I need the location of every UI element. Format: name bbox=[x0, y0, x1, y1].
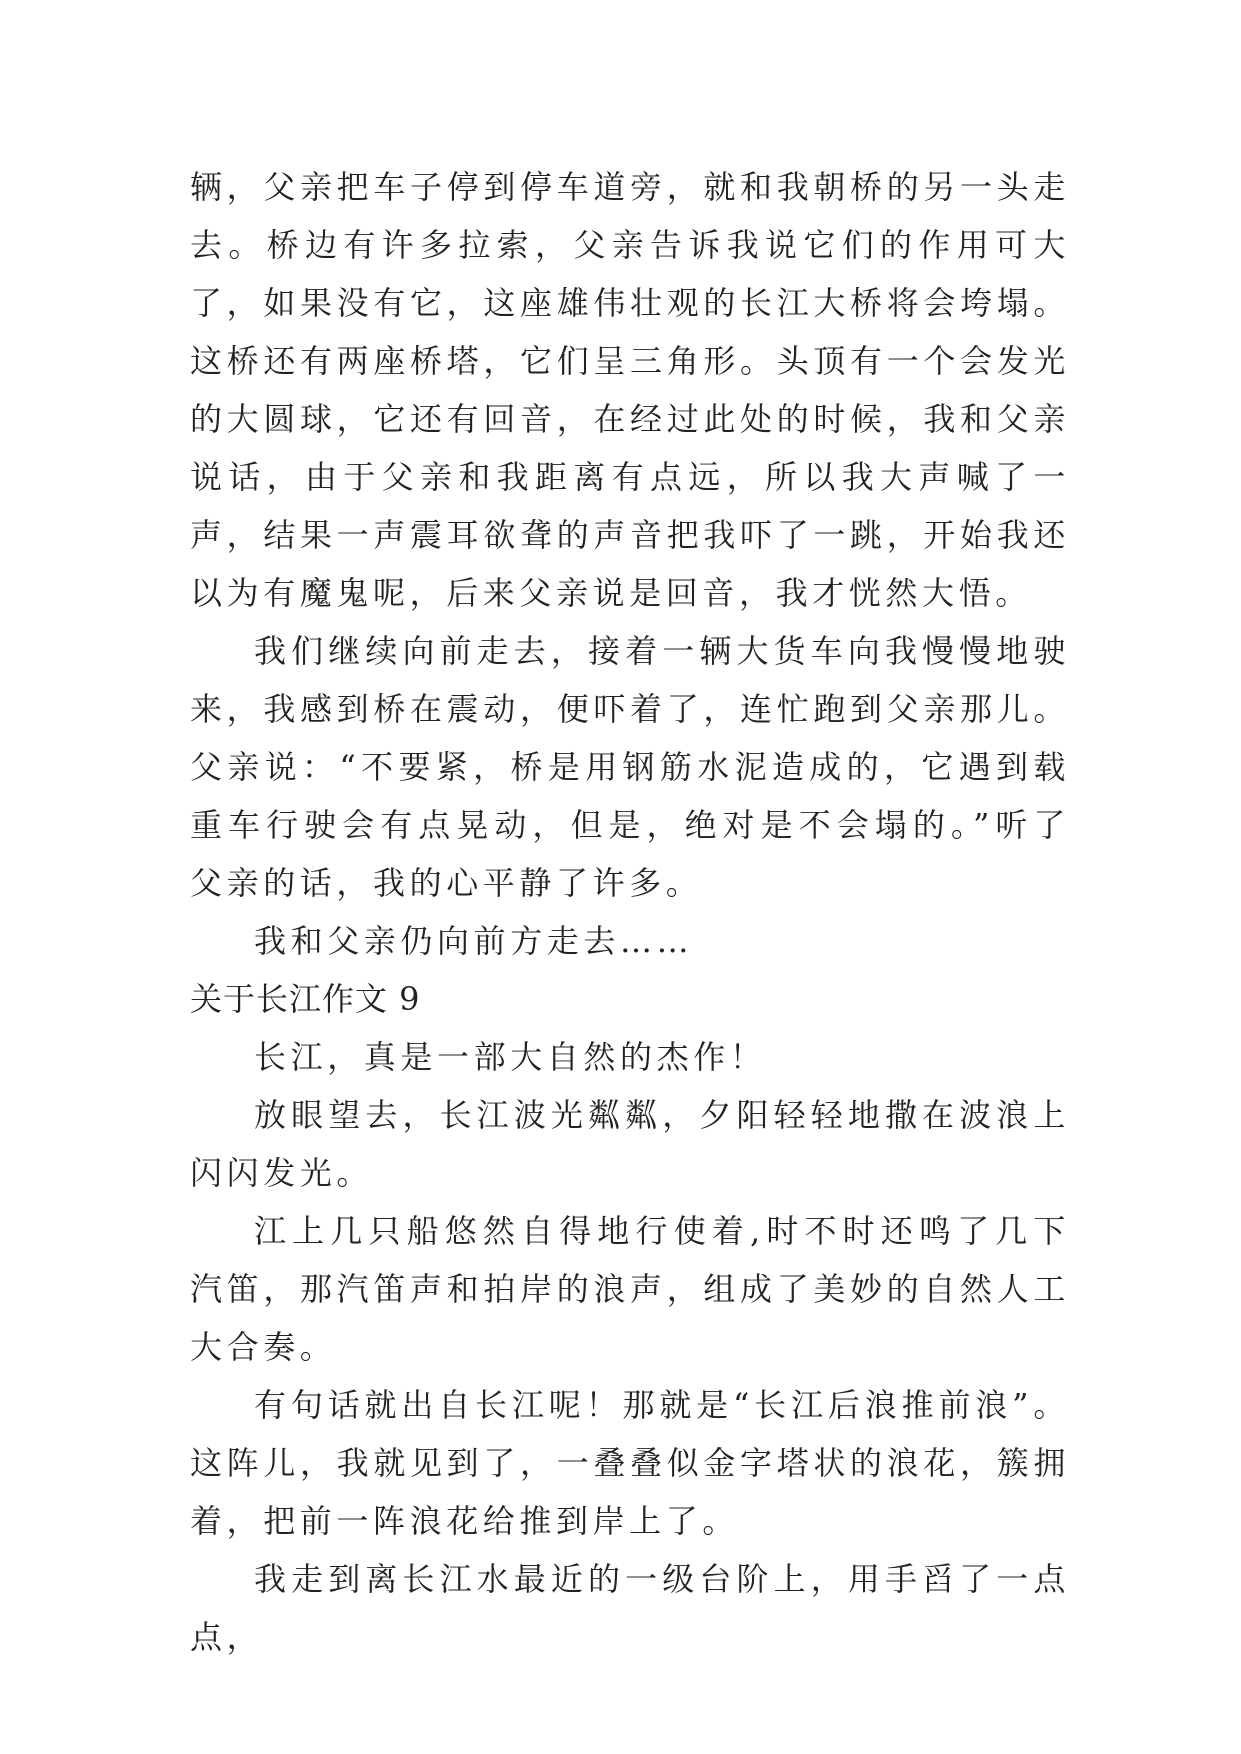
document-body bbox=[190, 158, 1070, 1666]
paragraph-back-waves: 有句话就出自长江呢！那就是“长江后浪推前浪”。这阵儿，我就见到了，一叠叠似金字塔状的浪花，簇拥着，把前一阵浪花给推到岸上了。 bbox=[190, 1386, 1070, 1540]
paragraph-scoop-water: 我走到离长江水最近的一级台阶上，用手舀了一点点， bbox=[190, 1560, 1070, 1656]
section-title: 关于长江作文 9 bbox=[190, 980, 421, 1018]
paragraph-continue-walking: 我和父亲仍向前方走去…… bbox=[254, 922, 694, 960]
paragraph-masterpiece: 长江，真是一部大自然的杰作！ bbox=[254, 1038, 767, 1076]
paragraph-truck-vibration: 我们继续向前走去，接着一辆大货车向我慢慢地驶来，我感到桥在震动，便吓着了，连忙跑到父亲那儿。父亲说：“不要紧，桥是用钢筋水泥造成的，它遇到载重车行驶会有点晃动，但是，绝对是不会塌的。”听了父亲的话，我的心平静了许多。 bbox=[190, 632, 1070, 902]
paragraph-sparkling-waves: 放眼望去，长江波光粼粼，夕阳轻轻地撒在波浪上闪闪发光。 bbox=[190, 1096, 1070, 1192]
paragraph-bridge-cables: 辆，父亲把车子停到停车道旁，就和我朝桥的另一头走去。桥边有许多拉索，父亲告诉我说它们的作用可大了，如果没有它，这座雄伟壮观的长江大桥将会垮塌。这桥还有两座桥塔，它们呈三角形。头顶有一个会发光的大圆球，它还有回音，在经过此处的时候，我和父亲说话，由于父亲和我距离有点远，所以我大声喊了一声，结果一声震耳欲聋的声音把我吓了一跳，开始我还以为有魔鬼呢，后来父亲说是回音，我才恍然大悟。 bbox=[190, 168, 1070, 612]
paragraph-boats-whistles: 江上几只船悠然自得地行使着,时不时还鸣了几下汽笛，那汽笛声和拍岸的浪声，组成了美妙的自然人工大合奏。 bbox=[190, 1212, 1070, 1366]
